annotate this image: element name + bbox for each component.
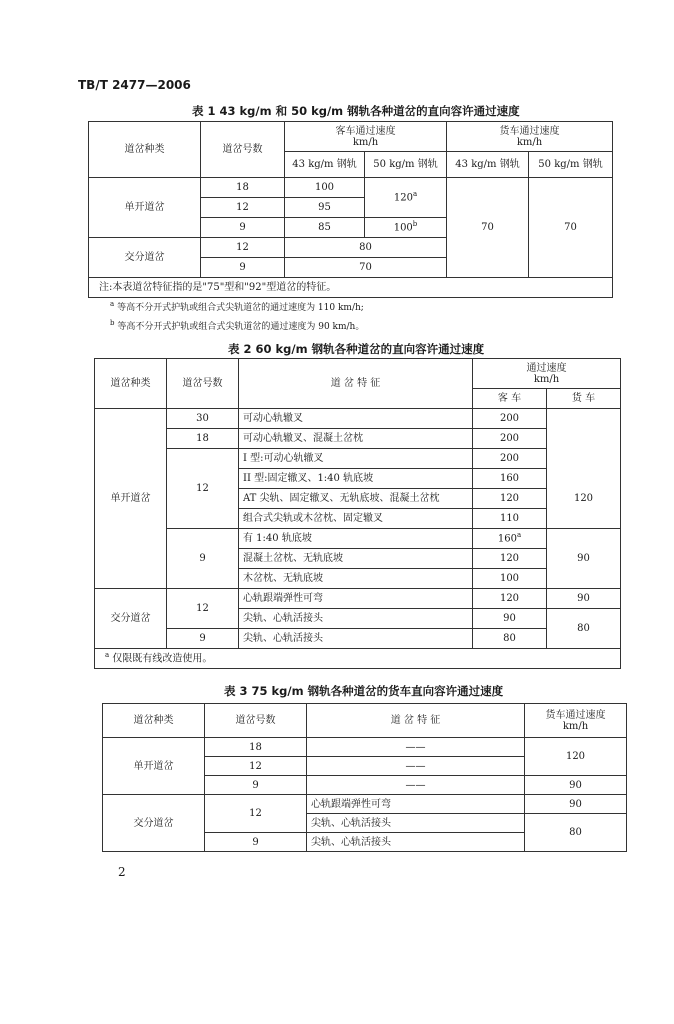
- table2: [94, 358, 621, 669]
- table2-header-passenger: 客 车: [473, 389, 547, 409]
- table2-feature: I 型:可动心轨辙叉: [239, 449, 473, 469]
- table2-cell: 18: [167, 429, 239, 449]
- table1-header-number: 道岔号数: [201, 122, 285, 178]
- table3-cell: 9: [205, 833, 307, 852]
- table2-header-type: 道岔种类: [95, 359, 167, 409]
- table2-header-freight: 货 车: [547, 389, 621, 409]
- table3-cross-label: 交分道岔: [103, 795, 205, 852]
- table3-dash: ——: [307, 738, 525, 757]
- table2-freight-120: 120: [547, 469, 621, 529]
- table1-freight-43: 70: [447, 178, 529, 278]
- table3-cell: 12: [205, 757, 307, 776]
- table2-cell: 12: [167, 589, 239, 629]
- table2-cell: 110: [473, 509, 547, 529]
- table2-feature: 可动心轨辙叉、混凝土岔枕: [239, 429, 473, 449]
- table2-feature: 尖轨、心轨活接头: [239, 629, 473, 649]
- table2-cell: 120: [473, 549, 547, 569]
- footnote-a: $^a$ 等高不分开式护轨或组合式尖轨道岔的通过速度为 110 km/h;: [110, 300, 364, 313]
- table1-cell: 80: [285, 238, 447, 258]
- table3-cell: 12: [205, 795, 307, 833]
- table3-feature: 尖轨、心轨活接头: [307, 833, 525, 852]
- table2-cell: 9: [167, 629, 239, 649]
- table3-dash: ——: [307, 757, 525, 776]
- page-number: 2: [118, 865, 126, 879]
- table3-feature: 心轨跟端弹性可弯: [307, 795, 525, 814]
- table1-cell: 18: [201, 178, 285, 198]
- table2-header-speed: 通过速度 km/h: [473, 359, 621, 389]
- table3-header-type: 道岔种类: [103, 704, 205, 738]
- table2-freight-cell: 90: [547, 589, 621, 609]
- table2-feature: 可动心轨辙叉: [239, 409, 473, 429]
- table1-header-43: 43 kg/m 钢轨: [285, 152, 365, 178]
- table1-note: 注:本表道岔特征指的是"75"型和"92"型道岔的特征。: [89, 278, 613, 298]
- table2-footnote: $^a$ 仅限既有线改造使用。: [95, 649, 621, 669]
- table1-single-label: 单开道岔: [89, 178, 201, 238]
- table1-cell: 12: [201, 238, 285, 258]
- table3-speed-cell: 120: [525, 738, 627, 776]
- table2-cell: 120: [473, 589, 547, 609]
- table2-feature: AT 尖轨、固定辙叉、无轨底坡、混凝土岔枕: [239, 489, 473, 509]
- table2-cell: 80: [473, 629, 547, 649]
- table2-cell: 9: [167, 529, 239, 589]
- table2-feature: II 型:固定辙叉、1:40 轨底坡: [239, 469, 473, 489]
- table3-feature: 尖轨、心轨活接头: [307, 814, 525, 833]
- table2-cell: 12: [167, 449, 239, 529]
- table2-cell: 100: [473, 569, 547, 589]
- table3-cell: 9: [205, 776, 307, 795]
- table1-header-50: 50 kg/m 钢轨: [365, 152, 447, 178]
- table2-cell: 90: [473, 609, 547, 629]
- table2-feature: 混凝土岔枕、无轨底坡: [239, 549, 473, 569]
- table3-speed-cell: 90: [525, 776, 627, 795]
- table3-speed-cell: 80: [525, 814, 627, 852]
- table1: [88, 121, 613, 298]
- table2-cell: 160$^a$: [473, 529, 547, 549]
- table2-cell: 200: [473, 449, 547, 469]
- standard-header: TB/T 2477—2006: [78, 78, 191, 92]
- table1-cell: 100: [285, 178, 365, 198]
- table2-cell: 200: [473, 409, 547, 429]
- table2-feature: 组合式尖轨或木岔枕、固定辙叉: [239, 509, 473, 529]
- table2-feature: 心轨跟端弹性可弯: [239, 589, 473, 609]
- table1-cell: 85: [285, 218, 365, 238]
- table3-speed-cell: 90: [525, 795, 627, 814]
- table2-freight-90: 90: [547, 529, 621, 589]
- table2-cross-label: 交分道岔: [95, 589, 167, 649]
- table3-caption: 表 3 75 kg/m 钢轨各种道岔的货车直向容许通过速度: [224, 684, 504, 698]
- table1-cell: 9: [201, 218, 285, 238]
- table1-cell: 70: [285, 258, 447, 278]
- table1-caption: 表 1 43 kg/m 和 50 kg/m 钢轨各种道岔的直向容许通过速度: [192, 104, 520, 118]
- table2-cell: 30: [167, 409, 239, 429]
- table1-cell: 95: [285, 198, 365, 218]
- table1-header-freight-43: 43 kg/m 钢轨: [447, 152, 529, 178]
- table3: [102, 703, 627, 852]
- table2-feature: 尖轨、心轨活接头: [239, 609, 473, 629]
- table1-header-freight: 货车通过速度 km/h: [447, 122, 613, 152]
- table3-cell: 18: [205, 738, 307, 757]
- table2-blank: [547, 409, 621, 469]
- table3-header-number: 道岔号数: [205, 704, 307, 738]
- table2-header-feature: 道 岔 特 征: [239, 359, 473, 409]
- table2-feature: 木岔枕、无轨底坡: [239, 569, 473, 589]
- table1-cell: 120$^a$: [365, 178, 447, 218]
- table2-freight-cell: 80: [547, 609, 621, 649]
- table2-single-label: 单开道岔: [95, 409, 167, 589]
- table1-cell: 12: [201, 198, 285, 218]
- table1-cell: 9: [201, 258, 285, 278]
- table3-single-label: 单开道岔: [103, 738, 205, 795]
- table2-cell: 120: [473, 489, 547, 509]
- table3-header-feature: 道 岔 特 征: [307, 704, 525, 738]
- table2-cell: 160: [473, 469, 547, 489]
- table2-cell: 200: [473, 429, 547, 449]
- table1-header-type: 道岔种类: [89, 122, 201, 178]
- table1-footnotes: [110, 297, 364, 335]
- table2-caption: 表 2 60 kg/m 钢轨各种道岔的直向容许通过速度: [228, 342, 485, 356]
- table1-cell: 100$^b$: [365, 218, 447, 238]
- footnote-b: $^b$ 等高不分开式护轨或组合式尖轨道岔的通过速度为 90 km/h。: [110, 319, 365, 332]
- table1-cross-label: 交分道岔: [89, 238, 201, 278]
- table1-freight-50: 70: [529, 178, 613, 278]
- table3-header-speed: 货车通过速度 km/h: [525, 704, 627, 738]
- table1-header-passenger: 客车通过速度 km/h: [285, 122, 447, 152]
- table3-dash: ——: [307, 776, 525, 795]
- table1-header-freight-50: 50 kg/m 钢轨: [529, 152, 613, 178]
- table2-header-number: 道岔号数: [167, 359, 239, 409]
- table2-feature: 有 1:40 轨底坡: [239, 529, 473, 549]
